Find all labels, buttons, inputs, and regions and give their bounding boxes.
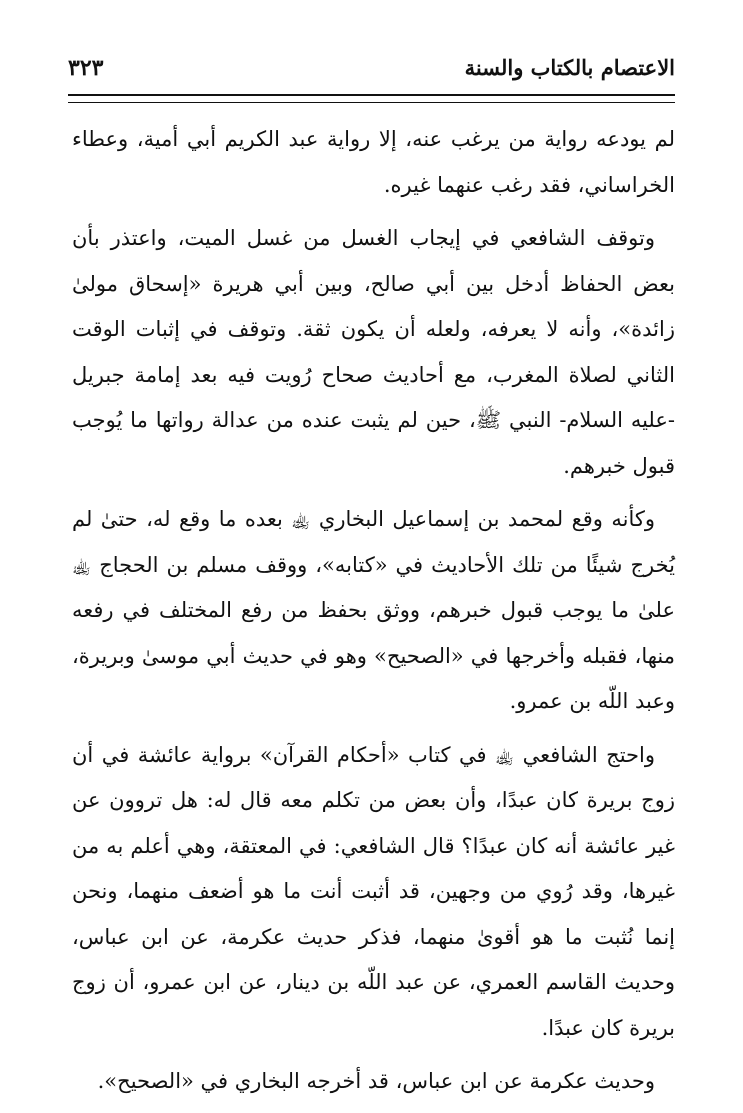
paragraph-4: واحتج الشافعي ﵀ في كتاب «أحكام القرآن» برواية عائشة في أن زوج بريرة كان عبدًا، وأن بعض من تكلم معه قال له: هل تروون عن غير عائشة أنه كان عبدًا؟ قال الشافعي: في المعتقة، وهي أعلم به من غيرها، وقد رُوي من وجهين، قد أثبت أنت ما هو أضعف منهما، ونحن إنما نُثبت ما هو أقوىٰ منهما، فذكر حديث عكرمة، عن ابن عباس، وحديث القاسم العمري، عن عبد اللّه بن دينار، عن ابن عمرو، أن زوج بريرة كان عبدًا. xyxy=(72,742,675,1040)
paragraph-1: لم يودعه رواية من يرغب عنه، إلا رواية عبد الكريم أبي أمية، وعطاء الخراساني، فقد رغب عنهما غيره. xyxy=(72,127,675,197)
page-header xyxy=(68,50,675,86)
body-text xyxy=(72,117,675,1113)
running-title: الاعتصام بالكتاب والسنة xyxy=(464,55,675,80)
paragraph-3: وكأنه وقع لمحمد بن إسماعيل البخاري ﵀ بعده ما وقع له، حتىٰ لم يُخرج شيئًا من تلك الأحاديث في «كتابه»، ووقف مسلم بن الحجاج ﵀ علىٰ ما يوجب قبول خبرهم، ووثق بحفظ من رفع المختلف في رفعه منها، فقبله وأخرجها في «الصحيح» وهو في حديث أبي موسىٰ وبريرة، وعبد اللّه بن عمرو. xyxy=(72,507,675,713)
header-divider xyxy=(68,94,675,103)
paragraph-5: وحديث عكرمة عن ابن عباس، قد أخرجه البخاري في «الصحيح». xyxy=(97,1069,655,1093)
page-number: ٣٢٣ xyxy=(68,55,104,81)
paragraph-2: وتوقف الشافعي في إيجاب الغسل من غسل الميت، واعتذر بأن بعض الحفاظ أدخل بين أبي صالح، وبين أبي هريرة «إسحاق مولىٰ زائدة»، وأنه لا يعرفه، ولعله أن يكون ثقة. وتوقف في إثبات الوقت الثاني لصلاة المغرب، مع أحاديث صحاح رُويت فيه بعد إمامة جبريل -عليه السلام- النبي ﷺ، حين لم يثبت عنده من عدالة رواتها ما يُوجب قبول خبرهم. xyxy=(72,226,675,478)
